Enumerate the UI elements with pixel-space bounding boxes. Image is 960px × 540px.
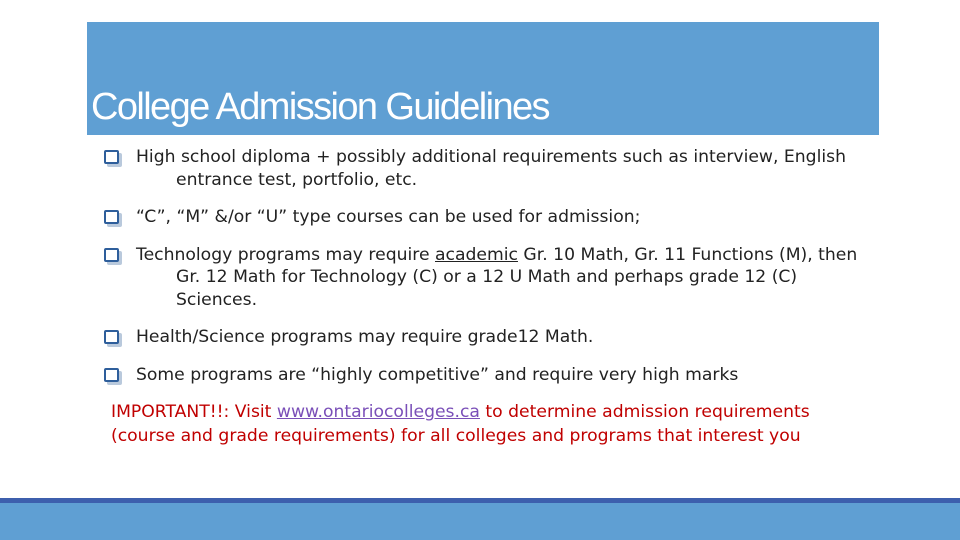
important-prefix: IMPORTANT!!: Visit: [111, 402, 277, 422]
checkbox-bullet-icon: [104, 248, 119, 262]
bullet-text: “C”, “M” &/or “U” type courses can be used for admission;: [136, 207, 641, 227]
checkbox-bullet-icon: [104, 150, 119, 164]
bullet-item: [104, 146, 874, 191]
bullet-text-start: Technology programs may require: [136, 244, 435, 265]
ontariocolleges-link[interactable]: www.ontariocolleges.ca: [276, 402, 480, 422]
slide-title: College Admission Guidelines: [91, 86, 549, 128]
bullet-text-end: Gr. 10 Math, Gr. 11 Functions (M), then Gr. 12 Math for Technology (C) or a 12 U Math and perhaps grade 12 (C) Sciences.: [176, 244, 858, 310]
bullet-text: Some programs are “highly competitive” and require very high marks: [136, 364, 739, 385]
checkbox-bullet-icon: [104, 330, 119, 344]
bullet-text: High school diploma + possibly additional requirements such as interview, English entrance test, portfolio, etc.: [136, 147, 846, 190]
important-note: [111, 401, 871, 448]
checkbox-bullet-icon: [104, 368, 119, 382]
bullet-item: [104, 364, 874, 387]
underlined-word: academic: [435, 244, 518, 265]
important-suffix: to determine admission requirements (course and grade requirements) for all colleges and programs that interest you: [111, 402, 810, 446]
bullet-list: [104, 146, 874, 386]
bullet-text: Health/Science programs may require grade12 Math.: [136, 327, 594, 347]
bullet-item: [104, 326, 874, 349]
bullet-item: [104, 206, 874, 229]
bullet-text: [136, 244, 874, 312]
checkbox-bullet-icon: [104, 210, 119, 224]
footer-bar: [0, 503, 960, 540]
bullet-item: [104, 244, 874, 312]
